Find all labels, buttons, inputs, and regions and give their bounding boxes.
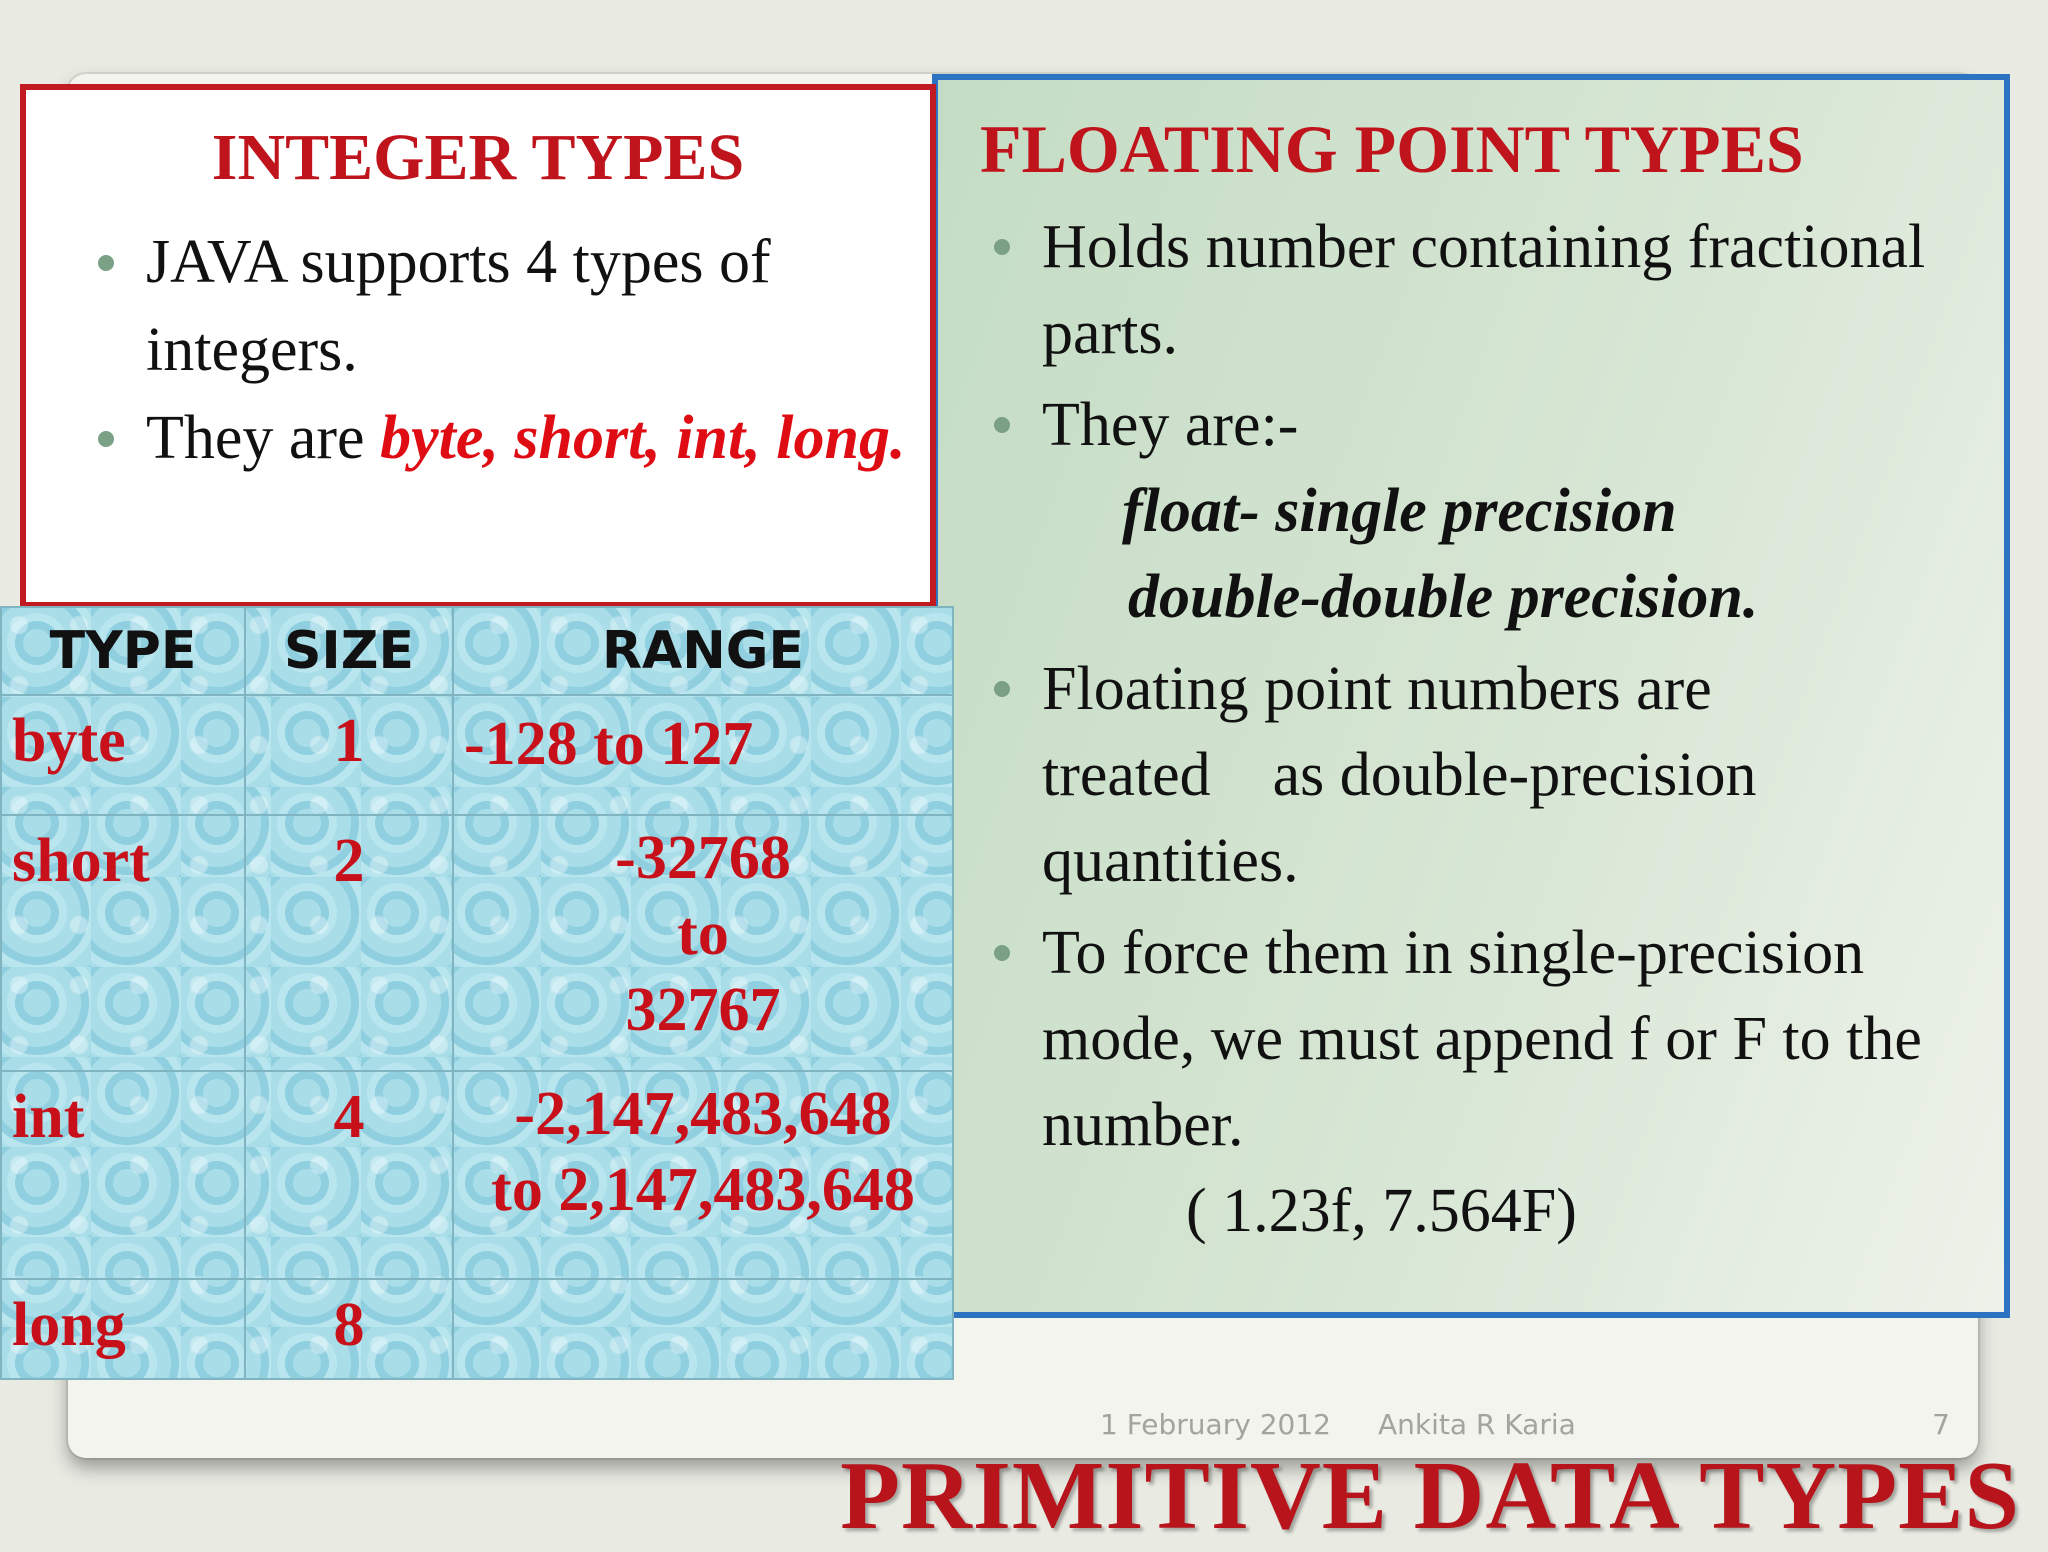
size-cell: 8 bbox=[245, 1279, 453, 1379]
integer-types-title: INTEGER TYPES bbox=[211, 121, 745, 194]
bullet-icon bbox=[98, 255, 114, 271]
range-cell bbox=[453, 1279, 953, 1379]
size-cell: 4 bbox=[245, 1071, 453, 1279]
range-line: 32767 bbox=[625, 976, 781, 1044]
table-row bbox=[1, 815, 953, 1071]
table-row bbox=[1, 1279, 953, 1379]
footer-page-number: 7 bbox=[1932, 1408, 1950, 1441]
bullet-text: quantities. bbox=[1042, 827, 1299, 895]
range-cell bbox=[453, 1071, 953, 1279]
range-cell bbox=[453, 815, 953, 1071]
column-header-size: SIZE bbox=[245, 607, 453, 695]
size-cell: 1 bbox=[245, 695, 453, 815]
range-line: -32768 bbox=[615, 824, 791, 892]
range-line: to bbox=[677, 900, 729, 968]
type-cell: short bbox=[1, 815, 245, 1071]
list-item bbox=[938, 204, 1998, 376]
range-cell: -128 to 127 bbox=[453, 695, 953, 815]
footer-author: Ankita R Karia bbox=[1378, 1408, 1576, 1441]
bullet-icon bbox=[994, 417, 1010, 433]
type-cell: byte bbox=[1, 695, 245, 815]
table-row bbox=[1, 695, 953, 815]
bullet-icon bbox=[994, 239, 1010, 255]
bullet-text: They are:- bbox=[1042, 391, 1299, 459]
integer-types-table bbox=[0, 606, 954, 1380]
list-item bbox=[66, 218, 926, 394]
table-header-row bbox=[1, 607, 953, 695]
type-cell: int bbox=[1, 1071, 245, 1279]
table-row bbox=[1, 1071, 953, 1279]
footer-date: 1 February 2012 bbox=[1100, 1408, 1331, 1441]
size-cell: 2 bbox=[245, 815, 453, 1071]
list-item bbox=[938, 382, 1998, 468]
floating-point-title: FLOATING POINT TYPES bbox=[980, 111, 1804, 187]
bullet-text: To force them in single-precision mode, we must append f or F to the number. bbox=[1042, 919, 1922, 1159]
column-header-type: TYPE bbox=[1, 607, 245, 695]
bullet-icon bbox=[98, 431, 114, 447]
range-line: -2,147,483,648 bbox=[514, 1080, 892, 1148]
bullet-text: Floating point numbers are bbox=[1042, 655, 1712, 723]
bullet-text: JAVA supports 4 types of integers. bbox=[146, 228, 771, 384]
type-cell: long bbox=[1, 1279, 245, 1379]
integer-type-names: byte, short, int, long. bbox=[380, 404, 906, 472]
slide-title: PRIMITIVE DATA TYPES bbox=[840, 1442, 2020, 1550]
range-line: to 2,147,483,648 bbox=[491, 1156, 915, 1224]
bullet-text: Holds number containing fractional parts. bbox=[1042, 213, 1926, 367]
integer-types-box bbox=[20, 84, 936, 608]
bullet-icon bbox=[994, 681, 1010, 697]
list-item bbox=[938, 910, 1998, 1168]
example-values: ( 1.23f, 7.564F) bbox=[1186, 1177, 1577, 1245]
integer-bullets bbox=[66, 218, 926, 482]
bullet-icon bbox=[994, 945, 1010, 961]
floating-point-bullets bbox=[938, 204, 1998, 1254]
double-description: double-double precision. bbox=[1128, 563, 1759, 631]
bullet-text: treated as double-precision bbox=[1042, 741, 1757, 809]
list-item bbox=[66, 394, 926, 482]
float-description: float- single precision bbox=[1122, 477, 1677, 545]
list-item bbox=[938, 646, 1998, 904]
floating-point-types-box bbox=[932, 74, 2010, 1318]
bullet-text: They are bbox=[146, 404, 381, 472]
column-header-range: RANGE bbox=[453, 607, 953, 695]
